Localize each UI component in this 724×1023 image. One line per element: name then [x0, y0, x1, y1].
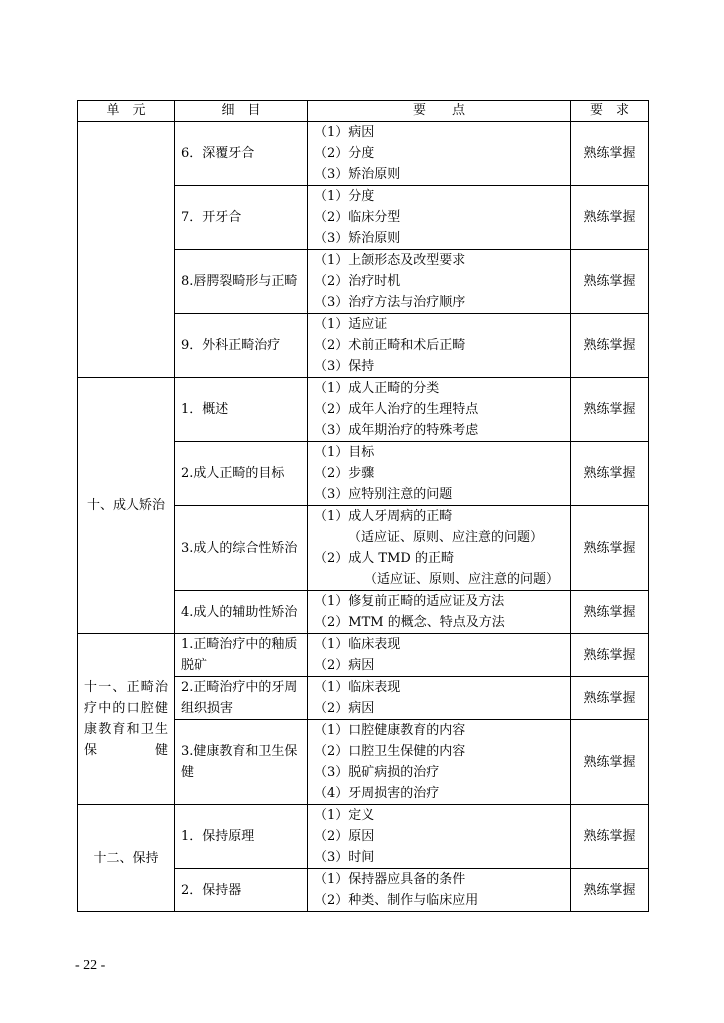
header-points: 要 点 — [308, 101, 571, 122]
points-cell — [308, 677, 571, 720]
header-unit: 单 元 — [78, 101, 175, 122]
points-cell — [308, 122, 571, 186]
item-cell: 4.成人的辅助性矫治 — [175, 591, 308, 634]
requirement-cell: 熟练掌握 — [571, 186, 649, 250]
item-cell: 7．开牙合 — [175, 186, 308, 250]
item-cell: 9．外科正畸治疗 — [175, 314, 308, 378]
points-cell — [308, 506, 571, 591]
point-line: （1）保持器应具备的条件 — [314, 872, 466, 887]
requirement-cell: 熟练掌握 — [571, 442, 649, 506]
point-line: （1）口腔健康教育的内容 — [314, 723, 466, 738]
points-cell — [308, 442, 571, 506]
point-line: （1）病因 — [314, 125, 375, 140]
points-cell — [308, 805, 571, 869]
point-line: （2）步骤 — [314, 466, 375, 481]
point-line: （1）修复前正畸的适应证及方法 — [314, 594, 505, 609]
point-line: （1）临床表现 — [314, 680, 401, 695]
point-line: （2）成人 TMD 的正畸 — [314, 551, 454, 566]
unit-cell: 十、成人矫治 — [78, 378, 175, 634]
points-cell — [308, 869, 571, 912]
item-cell: 8.唇腭裂畸形与正畸 — [175, 250, 308, 314]
point-line: （1）上颌形态及改型要求 — [314, 253, 466, 268]
point-line: （3）矫治原则 — [314, 167, 401, 182]
point-line: （2）临床分型 — [314, 210, 401, 225]
requirement-cell: 熟练掌握 — [571, 378, 649, 442]
point-line: （1）成人正畸的分类 — [314, 381, 440, 396]
table-row — [78, 378, 649, 442]
item-cell: 6．深覆牙合 — [175, 122, 308, 186]
point-line: （3）保持 — [314, 359, 375, 374]
point-line: （2）口腔卫生保健的内容 — [314, 744, 466, 759]
points-cell — [308, 314, 571, 378]
requirement-cell: 熟练掌握 — [571, 591, 649, 634]
header-requirement: 要 求 — [571, 101, 649, 122]
requirement-cell: 熟练掌握 — [571, 250, 649, 314]
point-line: （1）目标 — [314, 445, 375, 460]
unit-cell: 十二、保持 — [78, 805, 175, 912]
requirement-cell: 熟练掌握 — [571, 122, 649, 186]
point-line: （1）临床表现 — [314, 637, 401, 652]
point-line: （2）病因 — [314, 658, 375, 673]
requirement-cell: 熟练掌握 — [571, 805, 649, 869]
point-line: （1）成人牙周病的正畸 — [314, 509, 453, 524]
point-line: （2）成年人治疗的生理特点 — [314, 402, 479, 417]
point-line: （3）成年期治疗的特殊考虑 — [314, 423, 479, 438]
point-line: （3）应特别注意的问题 — [314, 487, 453, 502]
requirement-cell: 熟练掌握 — [571, 869, 649, 912]
point-line: （2）治疗时机 — [314, 274, 401, 289]
point-line: （3）矫治原则 — [314, 231, 401, 246]
points-cell — [308, 250, 571, 314]
item-cell: 3.成人的综合性矫治 — [175, 506, 308, 591]
point-line: （3）时间 — [314, 850, 375, 865]
item-cell: 3.健康教育和卫生保健 — [175, 720, 308, 805]
points-cell — [308, 591, 571, 634]
page-number: - 22 - — [75, 958, 106, 973]
point-line: （3）脱矿病损的治疗 — [314, 765, 440, 780]
table-header-row — [78, 101, 649, 122]
point-line: （2）种类、制作与临床应用 — [314, 893, 479, 908]
points-cell — [308, 186, 571, 250]
point-line: （1）分度 — [314, 189, 375, 204]
item-cell: 1．保持原理 — [175, 805, 308, 869]
point-line: （2）分度 — [314, 146, 375, 161]
point-line: （2）术前正畸和术后正畸 — [314, 338, 466, 353]
requirement-cell: 熟练掌握 — [571, 506, 649, 591]
syllabus-table — [77, 100, 649, 912]
requirement-cell: 熟练掌握 — [571, 634, 649, 677]
point-line: （2）原因 — [314, 829, 375, 844]
item-cell: 2.成人正畸的目标 — [175, 442, 308, 506]
requirement-cell: 熟练掌握 — [571, 677, 649, 720]
unit-cell: 十一、正畸治疗中的口腔健康教育和卫生保健 — [78, 634, 175, 805]
header-item: 细 目 — [175, 101, 308, 122]
points-cell — [308, 634, 571, 677]
requirement-cell: 熟练掌握 — [571, 314, 649, 378]
table-row — [78, 805, 649, 869]
point-line: （2）MTM 的概念、特点及方法 — [314, 615, 505, 630]
unit-cell — [78, 122, 175, 378]
item-cell: 1．概述 — [175, 378, 308, 442]
table-row — [78, 634, 649, 677]
item-cell: 2．保持器 — [175, 869, 308, 912]
point-line: （2）病因 — [314, 701, 375, 716]
point-line: （3）治疗方法与治疗顺序 — [314, 295, 466, 310]
points-cell — [308, 378, 571, 442]
points-cell — [308, 720, 571, 805]
point-line: （适应证、原则、应注意的问题） — [348, 530, 544, 545]
point-line: （4）牙周损害的治疗 — [314, 786, 440, 801]
point-line: （1）定义 — [314, 808, 375, 823]
point-line: （适应证、原则、应注意的问题） — [364, 572, 560, 587]
point-line: （1）适应证 — [314, 317, 388, 332]
table-row — [78, 122, 649, 186]
item-cell: 1.正畸治疗中的釉质脱矿 — [175, 634, 308, 677]
requirement-cell: 熟练掌握 — [571, 720, 649, 805]
item-cell: 2.正畸治疗中的牙周组织损害 — [175, 677, 308, 720]
